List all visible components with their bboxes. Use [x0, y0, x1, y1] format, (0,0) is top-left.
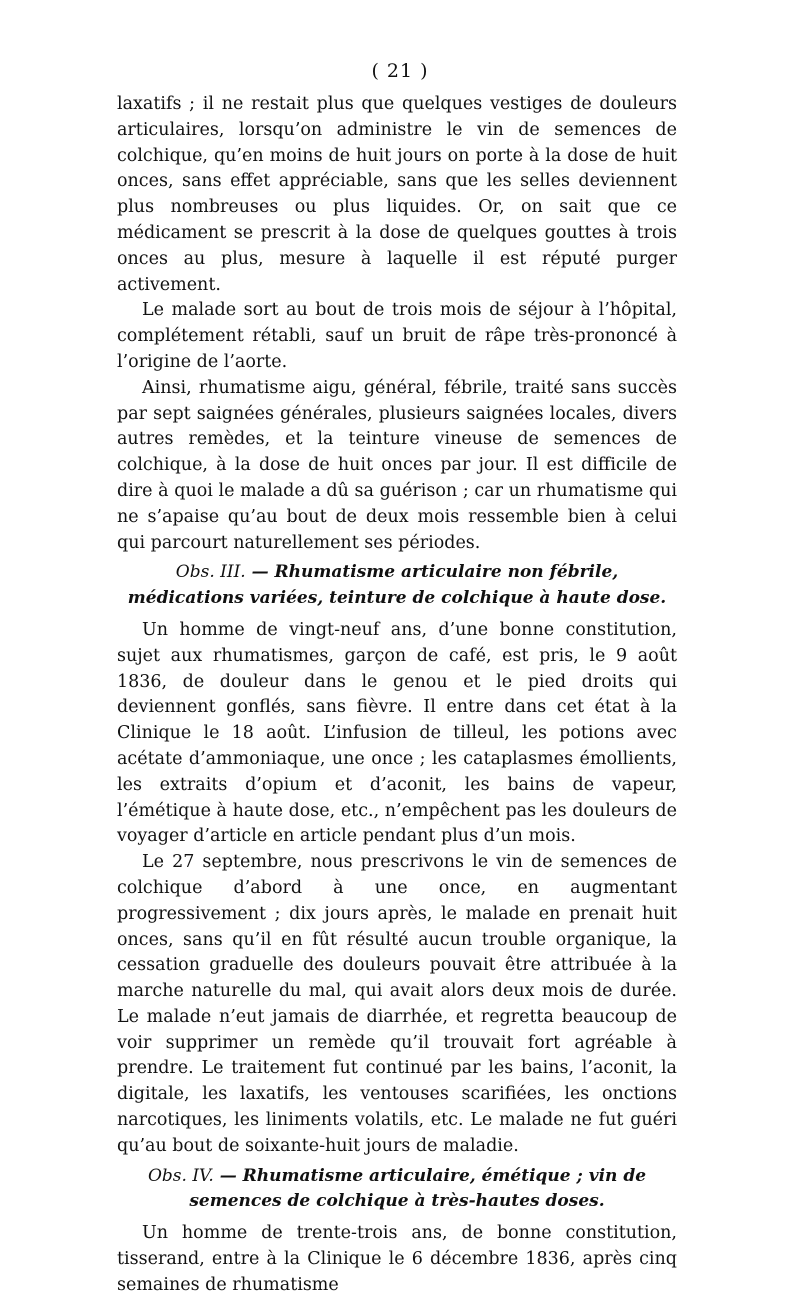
observation-label: Obs. IV.: [147, 1165, 214, 1186]
body-text: [117, 92, 677, 1299]
observation-heading: [117, 560, 677, 612]
paragraph: Le malade sort au bout de trois mois de séjour à l’hôpital, complétement rétabli, sauf un bruit de râpe très-prononcé à l’origine de l’aorte.: [117, 300, 677, 372]
paragraph: Ainsi, rhumatisme aigu, général, fébrile, traité sans succès par sept saignées générales, plusieurs saignées locales, divers autres remèdes, et la teinture vineuse de semences de colchique, à la dose de huit onces par jour. Il est difficile de dire à quoi le malade a dû sa guérison ; car un rhumatisme qui ne s’apaise qu’au bout de deux mois ressemble bien à celui qui parcourt naturellement ses périodes.: [117, 377, 677, 553]
paragraph: Le 27 septembre, nous prescrivons le vin de semences de colchique d’abord à une once, en augmentant progressivement ; dix jours après, le malade en prenait huit onces, sans qu’il en fût résulté aucun trouble organique, la cessation graduelle des douleurs pouvait être attribuée à la marche naturelle du mal, qui avait alors deux mois de durée. Le malade n’eut jamais de diarrhée, et regretta beaucoup de voir supprimer un remède qu’il trouvait fort agréable à prendre. Le traitement fut continué par les bains, l’aconit, la digitale, les laxatifs, les ventouses scarifiées, les onctions narcotiques, les liniments volatils, etc. Le malade ne fut guéri qu’au bout de soixante-huit jours de maladie.: [117, 852, 677, 1156]
paragraph: laxatifs ; il ne restait plus que quelques vestiges de douleurs articulaires, lorsqu’on administre le vin de semences de colchique, qu’en moins de huit jours on porte à la dose de huit onces, sans effet appréciable, sans que les selles deviennent plus nombreuses ou plus liquides. Or, on sait que ce médicament se prescrit à la dose de quelques gouttes à trois onces au plus, mesure à laquelle il est réputé purger activement.: [117, 94, 677, 295]
paragraph: Un homme de vingt-neuf ans, d’une bonne constitution, sujet aux rhumatismes, garçon de café, est pris, le 9 août 1836, de douleur dans le genou et le pied droits qui deviennent gonflés, sans fièvre. Il entre dans cet état à la Clinique le 18 août. L’infusion de tilleul, les potions avec acétate d’ammoniaque, une once ; les cataplasmes émollients, les extraits d’opium et d’aconit, les bains de vapeur, l’émétique à haute dose, etc., n’empêchent pas les douleurs de voyager d’article en article pendant plus d’un mois.: [117, 619, 677, 847]
observation-heading: [117, 1164, 677, 1216]
observation-title: — Rhumatisme articulaire non fébrile, médications variées, teinture de colchique à haute dose.: [127, 562, 667, 609]
observation-label: Obs. III.: [175, 562, 246, 583]
paragraph: Un homme de trente-trois ans, de bonne constitution, tisserand, entre à la Clinique le 6 décembre 1836, après cinq semaines de rhumatisme: [117, 1223, 677, 1295]
observation-title: — Rhumatisme articulaire, émétique ; vin de semences de colchique à très-hautes doses.: [189, 1165, 647, 1212]
page-number: ( 21 ): [371, 60, 429, 82]
